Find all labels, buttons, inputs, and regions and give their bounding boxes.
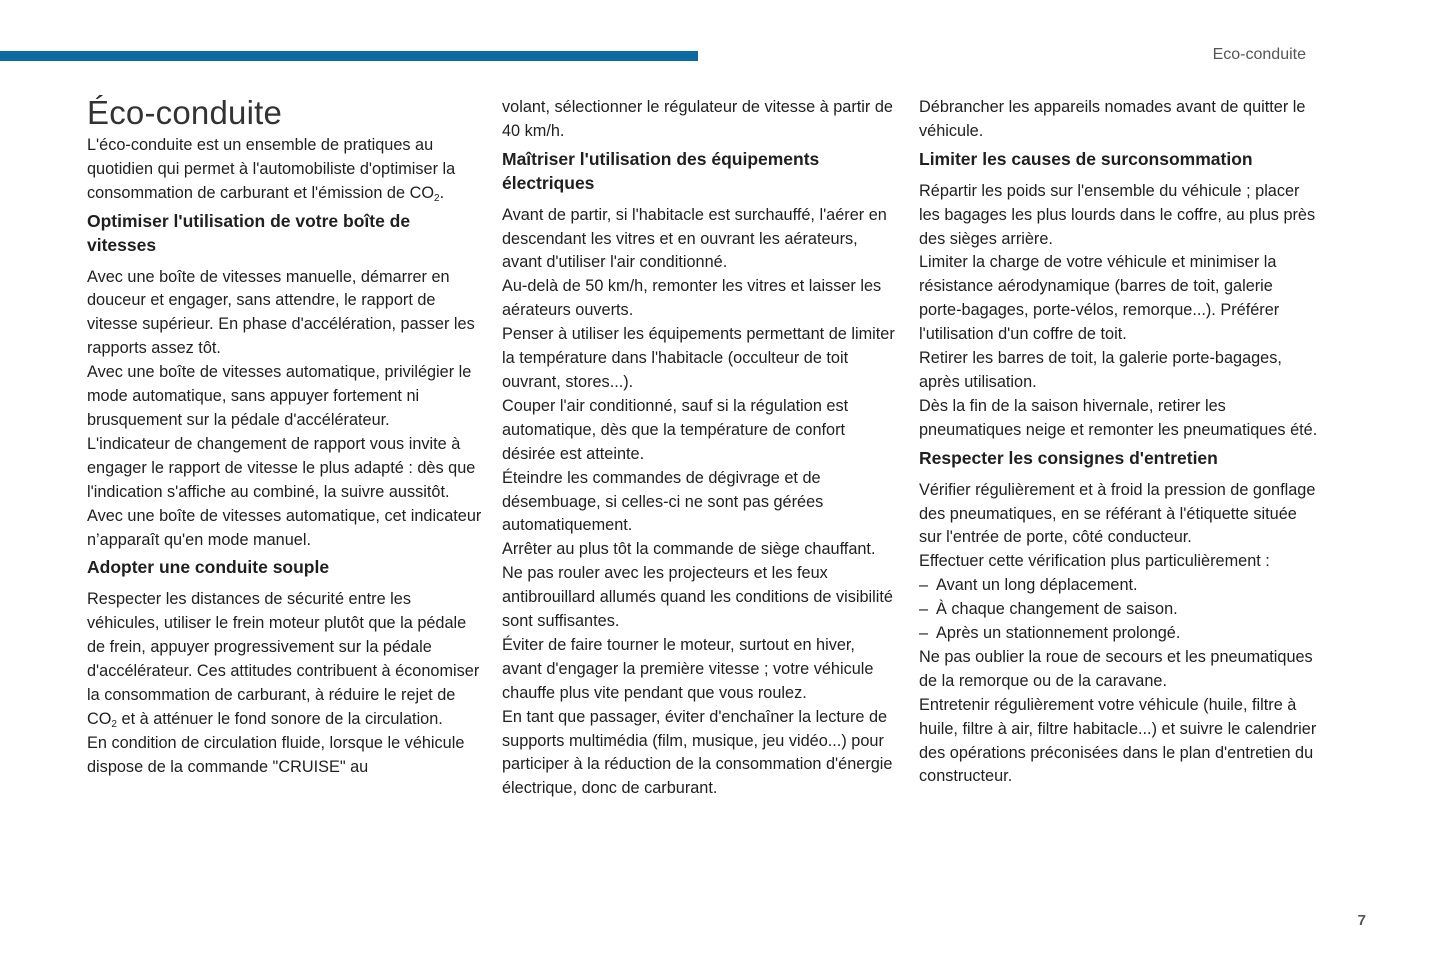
electric-paragraph: Avant de partir, si l'habitacle est surchauffé, l'aérer en descendant les vitres et en ouvrant les aérateurs, avant d'utiliser l'air conditionné. bbox=[502, 205, 887, 272]
smooth-paragraph-2-end: volant, sélectionner le régulateur de vitesse à partir de 40 km/h. bbox=[502, 98, 893, 140]
electric-paragraph-last: Débrancher les appareils nomades avant de quitter le véhicule. bbox=[919, 98, 1306, 140]
electric-paragraph: Couper l'air conditionné, sauf si la régulation est automatique, dès que la température de confort désirée est atteinte. bbox=[502, 396, 849, 463]
electric-paragraph: Éviter de faire tourner le moteur, surtout en hiver, avant d'engager la première vitesse ; votre véhicule chauffe plus vite pendant que vous roulez. bbox=[502, 635, 874, 702]
electric-paragraph: Arrêter au plus tôt la commande de siège chauffant. bbox=[502, 540, 876, 559]
page-title: Éco-conduite bbox=[87, 94, 283, 131]
heading-maintenance: Respecter les consignes d'entretien bbox=[919, 447, 1218, 468]
intro-paragraph: L'éco-conduite est un ensemble de pratiques au quotidien qui permet à l'automobiliste d'optimiser la consommation de carburant et l'émission de $CO_2$. bbox=[87, 136, 456, 204]
list-item: – Après un stationnement prolongé. bbox=[919, 622, 1319, 646]
running-header: Eco-conduite bbox=[1212, 46, 1306, 63]
smooth-paragraph-1: Respecter les distances de sécurité entre les véhicules, utiliser le frein moteur plutôt que la pédale de frein, appuyer progressivement sur la pédale d'accélérateur. Ces attitudes contribuent à économiser la consommation de carburant, à réduire le rejet de $CO_2$ et à atténuer le fond sonore de la circulation. bbox=[87, 590, 480, 730]
overconsumption-paragraph: Retirer les barres de toit, la galerie porte-bagages, après utilisation. bbox=[919, 349, 1282, 391]
maintenance-paragraph-3: Ne pas oublier la roue de secours et les pneumatiques de la remorque ou de la caravane. bbox=[919, 647, 1313, 690]
column-1 bbox=[87, 96, 482, 780]
electric-paragraph: Au-delà de 50 km/h, remonter les vitres et laisser les aérateurs ouverts. bbox=[502, 277, 882, 320]
maintenance-paragraph-1: Vérifier régulièrement et à froid la pression de gonflage des pneumatiques, en se référant à l'étiquette située sur l'entrée de porte, côté conducteur. bbox=[919, 480, 1316, 547]
page-number: 7 bbox=[1357, 912, 1366, 929]
heading-electrical-equipment: Maîtriser l'utilisation des équipements électriques bbox=[502, 148, 820, 193]
overconsumption-paragraph: Répartir les poids sur l'ensemble du véhicule ; placer les bagages les plus lourds dans le coffre, au plus près des sièges arrière. bbox=[919, 181, 1316, 248]
smooth-paragraph-2-start: En condition de circulation fluide, lorsque le véhicule dispose de la commande "CRUISE" au bbox=[87, 733, 465, 776]
maintenance-paragraph-2: Effectuer cette vérification plus particulièrement : bbox=[919, 552, 1270, 571]
gearbox-paragraph-4: Avec une boîte de vitesses automatique, cet indicateur n’apparaît qu'en mode manuel. bbox=[87, 506, 482, 549]
maintenance-paragraph-4: Entretenir régulièrement votre véhicule (huile, filtre à huile, filtre à air, filtre habitacle...) et suivre le calendrier des opérations préconisées dans le plan d'entretien du constructeur. bbox=[919, 695, 1317, 786]
overconsumption-paragraph: Dès la fin de la saison hivernale, retirer les pneumatiques neige et remonter les pneumatiques été. bbox=[919, 396, 1318, 439]
list-item: – Avant un long déplacement. bbox=[919, 574, 1319, 598]
gearbox-paragraph-2: Avec une boîte de vitesses automatique, privilégier le mode automatique, sans appuyer fortement ni brusquement sur la pédale d'accélérateur. bbox=[87, 363, 472, 429]
column-3 bbox=[919, 96, 1319, 789]
list-item: – À chaque changement de saison. bbox=[919, 598, 1319, 622]
maintenance-list bbox=[919, 574, 1319, 646]
heading-smooth-driving: Adopter une conduite souple bbox=[87, 557, 330, 578]
electric-paragraph: Penser à utiliser les équipements permettant de limiter la température dans l'habitacle (occulteur de toit ouvrant, stores...). bbox=[502, 325, 895, 391]
heading-gearbox: Optimiser l'utilisation de votre boîte de vitesses bbox=[87, 210, 411, 255]
heading-overconsumption: Limiter les causes de surconsommation bbox=[919, 148, 1253, 169]
overconsumption-paragraph: Limiter la charge de votre véhicule et minimiser la résistance aérodynamique (barres de toit, galerie porte-bagages, porte-vélos, remorque...). Préférer l'utilisation d'un coffre de toit. bbox=[919, 253, 1280, 344]
gearbox-paragraph-3: L'indicateur de changement de rapport vous invite à engager le rapport de vitesse le plus adapté : dès que l'indication s'affiche au combiné, la suivre aussitôt. bbox=[87, 434, 476, 501]
column-2 bbox=[502, 96, 897, 801]
gearbox-paragraph-1: Avec une boîte de vitesses manuelle, démarrer en douceur et engager, sans attendre, le rapport de vitesse supérieur. En phase d'accélération, passer les rapports assez tôt. bbox=[87, 267, 475, 358]
header-accent-bar bbox=[0, 51, 698, 61]
electric-paragraph: En tant que passager, éviter d'enchaîner la lecture de supports multimédia (film, musique, jeu vidéo...) pour participer à la réduction de la consommation d'énergie électrique, donc de carburant. bbox=[502, 707, 893, 798]
electric-paragraph: Éteindre les commandes de dégivrage et de désembuage, si celles-ci ne sont pas gérées automatiquement. bbox=[502, 468, 824, 535]
electric-paragraph: Ne pas rouler avec les projecteurs et les feux antibrouillard allumés quand les conditions de visibilité sont suffisantes. bbox=[502, 564, 893, 631]
